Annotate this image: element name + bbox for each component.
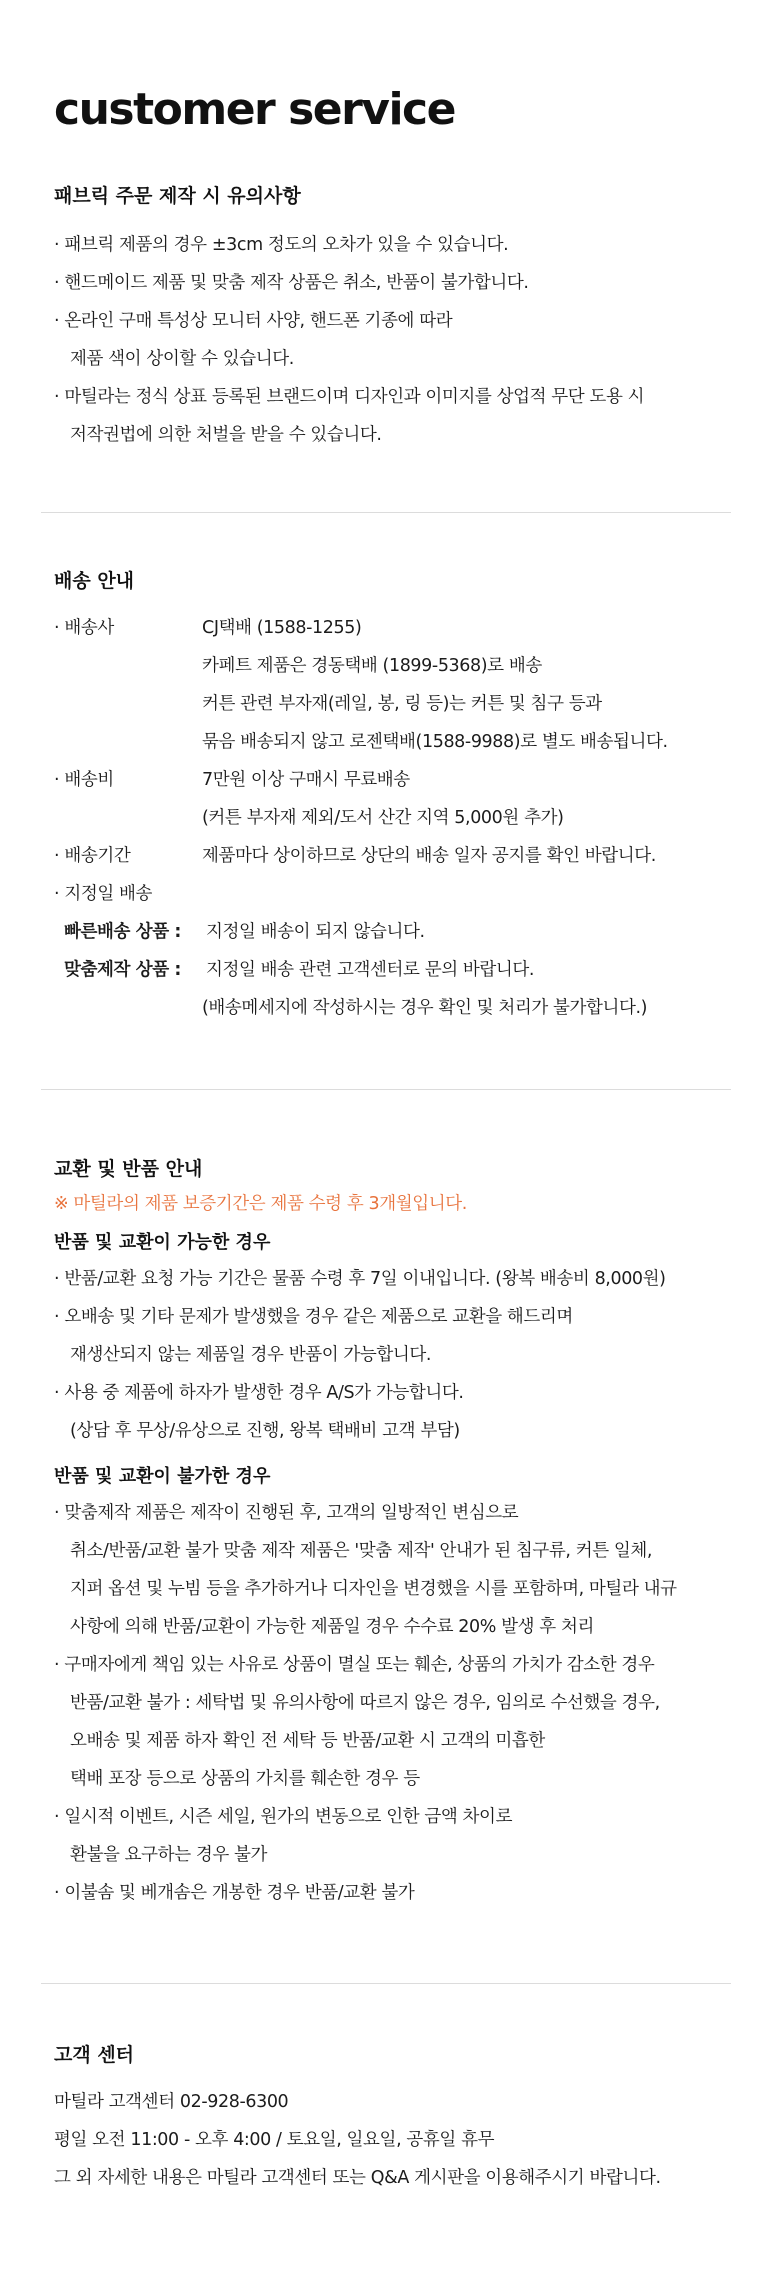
- impossible-line: · 구매자에게 책임 있는 사유로 상품이 멸실 또는 훼손, 상품의 가치가 감소한 경우: [54, 1655, 655, 1675]
- carrier-line: 묶음 배송되지 않고 로젠택배(1588-9988)로 별도 배송됩니다.: [202, 732, 668, 752]
- fabric-line: 제품 색이 상이할 수 있습니다.: [70, 349, 294, 369]
- impossible-line: 택배 포장 등으로 상품의 가치를 훼손한 경우 등: [70, 1769, 420, 1789]
- returns-section: [54, 1160, 744, 1912]
- carrier-line: 커튼 관련 부자재(레일, 봉, 링 등)는 커튼 및 침구 등과: [202, 694, 602, 714]
- carrier-line: 카페트 제품은 경동택배 (1899-5368)로 배송: [202, 656, 542, 676]
- fee-line: (커튼 부자재 제외/도서 산간 지역 5,000원 추가): [202, 808, 564, 828]
- possible-line: (상담 후 무상/유상으로 진행, 왕복 택배비 고객 부담): [70, 1421, 460, 1441]
- shipping-fast-row: [54, 913, 744, 951]
- shipping-carrier-row: [54, 609, 744, 647]
- shipping-carrier-row: [54, 723, 744, 761]
- center-info: 그 외 자세한 내용은 마틸라 고객센터 또는 Q&A 게시판을 이용해주시기 바랍니다.: [54, 2168, 661, 2188]
- shipping-period-row: [54, 837, 744, 875]
- carrier-label: · 배송사: [54, 618, 114, 638]
- custom-text: 지정일 배송 관련 고객센터로 문의 바랍니다.: [206, 960, 535, 980]
- section-divider: [41, 1983, 731, 1984]
- fast-label: 빠른배송 상품 :: [64, 922, 182, 942]
- warranty-notice: ※ 마틸라의 제품 보증기간은 제품 수령 후 3개월입니다.: [54, 1194, 467, 1214]
- shipping-section: [54, 572, 744, 1027]
- shipping-fee-row: [54, 761, 744, 799]
- center-heading: 고객 센터: [54, 2044, 135, 2066]
- shipping-fee-row: [54, 799, 744, 837]
- fabric-line: · 핸드메이드 제품 및 맞춤 제작 상품은 취소, 반품이 불가합니다.: [54, 273, 529, 293]
- returns-impossible-heading: 반품 및 교환이 불가한 경우: [54, 1466, 271, 1487]
- center-phone: 마틸라 고객센터 02-928-6300: [54, 2092, 289, 2112]
- shipping-heading: 배송 안내: [54, 570, 135, 592]
- fast-text: 지정일 배송이 되지 않습니다.: [206, 922, 425, 942]
- impossible-line: · 일시적 이벤트, 시즌 세일, 원가의 변동으로 인한 금액 차이로: [54, 1807, 513, 1827]
- possible-line: 재생산되지 않는 제품일 경우 반품이 가능합니다.: [70, 1345, 432, 1365]
- fabric-line: · 패브릭 제품의 경우 ±3cm 정도의 오차가 있을 수 있습니다.: [54, 235, 509, 255]
- impossible-line: 취소/반품/교환 불가 맞춤 제작 제품은 '맞춤 제작' 안내가 된 침구류, 커튼 일체,: [70, 1541, 653, 1561]
- impossible-line: · 맞춤제작 제품은 제작이 진행된 후, 고객의 일방적인 변심으로: [54, 1503, 519, 1523]
- impossible-line: 반품/교환 불가 : 세탁법 및 유의사항에 따르지 않은 경우, 임의로 수선했을 경우,: [70, 1693, 660, 1713]
- shipping-carrier-row: [54, 647, 744, 685]
- fabric-heading: 패브릭 주문 제작 시 유의사항: [54, 185, 301, 207]
- section-divider: [41, 1089, 731, 1090]
- fabric-notice-section: [54, 187, 744, 454]
- possible-line: · 오배송 및 기타 문제가 발생했을 경우 같은 제품으로 교환을 해드리며: [54, 1307, 573, 1327]
- impossible-line: 오배송 및 제품 하자 확인 전 세탁 등 반품/교환 시 고객의 미흡한: [70, 1731, 545, 1751]
- period-text: 제품마다 상이하므로 상단의 배송 일자 공지를 확인 바랍니다.: [202, 846, 656, 866]
- impossible-line: 지퍼 옵션 및 누빔 등을 추가하거나 디자인을 변경했을 시를 포함하며, 마틸라 내규: [70, 1579, 677, 1599]
- possible-line: · 반품/교환 요청 가능 기간은 물품 수령 후 7일 이내입니다. (왕복 배송비 8,000원): [54, 1269, 666, 1289]
- shipping-custom-note-row: [54, 989, 744, 1027]
- impossible-line: 환불을 요구하는 경우 불가: [70, 1845, 268, 1865]
- returns-heading: 교환 및 반품 안내: [54, 1158, 203, 1180]
- fabric-line: 저작권법에 의한 처벌을 받을 수 있습니다.: [70, 425, 382, 445]
- scheduled-label: · 지정일 배송: [54, 884, 153, 904]
- fee-label: · 배송비: [54, 770, 114, 790]
- impossible-line: · 이불솜 및 베개솜은 개봉한 경우 반품/교환 불가: [54, 1883, 415, 1903]
- section-divider: [41, 512, 731, 513]
- page-title: customer service: [54, 84, 455, 135]
- period-label: · 배송기간: [54, 846, 131, 866]
- center-hours: 평일 오전 11:00 - 오후 4:00 / 토요일, 일요일, 공휴일 휴무: [54, 2130, 495, 2150]
- shipping-scheduled-row: [54, 875, 744, 913]
- impossible-line: 사항에 의해 반품/교환이 가능한 제품일 경우 수수료 20% 발생 후 처리: [70, 1617, 594, 1637]
- returns-possible-heading: 반품 및 교환이 가능한 경우: [54, 1232, 271, 1253]
- fee-line: 7만원 이상 구매시 무료배송: [202, 770, 410, 790]
- shipping-carrier-row: [54, 685, 744, 723]
- carrier-line: CJ택배 (1588-1255): [202, 618, 362, 638]
- custom-note: (배송메세지에 작성하시는 경우 확인 및 처리가 불가합니다.): [202, 998, 648, 1018]
- custom-label: 맞춤제작 상품 :: [64, 960, 182, 980]
- possible-line: · 사용 중 제품에 하자가 발생한 경우 A/S가 가능합니다.: [54, 1383, 464, 1403]
- customer-center-section: [54, 2046, 744, 2197]
- fabric-line: · 온라인 구매 특성상 모니터 사양, 핸드폰 기종에 따라: [54, 311, 453, 331]
- shipping-custom-row: [54, 951, 744, 989]
- fabric-line: · 마틸라는 정식 상표 등록된 브랜드이며 디자인과 이미지를 상업적 무단 도용 시: [54, 387, 645, 407]
